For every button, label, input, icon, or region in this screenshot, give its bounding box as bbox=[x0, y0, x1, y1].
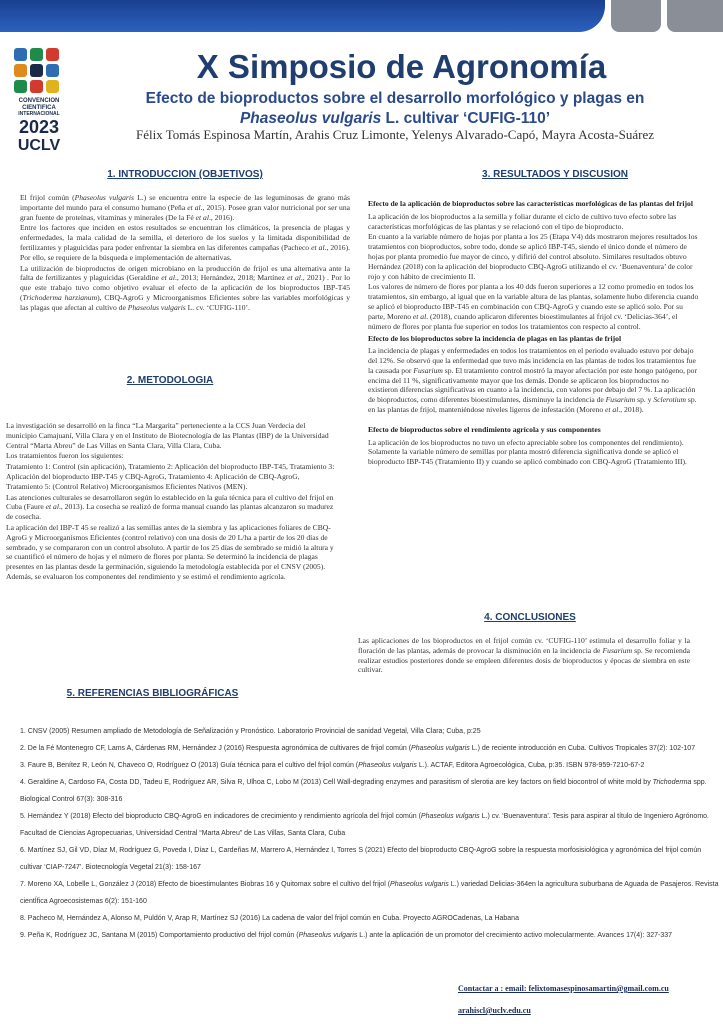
results-subheading-2: Efecto de los bioproductos sobre la incidencia de plagas en las plantas de frijol bbox=[368, 334, 622, 344]
logo-line1: CONVENCION bbox=[18, 98, 60, 104]
contact-email-2[interactable]: arahiscl@uclv.edu.cu bbox=[458, 1006, 531, 1015]
conclusions-paragraph: Las aplicaciones de los bioproductos en el frijol común cv. ‘CUFIG-110’ estimula el desarrollo foliar y la floración de las plantas, además de provocar la disminución en la incidencia de Fusarium sp. Se recomienda realizar estudios posteriores donde se empleen diferentes dosis de bioproductos y épocas de siembra en este cultivar. bbox=[358, 636, 691, 675]
intro-paragraph-2: Entre los factores que inciden en estos resultados se encuentran los climáticos, la presencia de plagas y enfermedades, la mala calidad de la semilla, el deterioro de los suelos y la limitada disponibilidad de fertilizantes y plaguicidas para poder enfrentar la siembra en las diferentes campañas (Pacheco et al., 2016). Por ello, se requiere de la búsqueda e implementación de alternativas. bbox=[20, 223, 350, 262]
intro-heading: 1. INTRODUCCION (OBJETIVOS) bbox=[107, 169, 263, 180]
logo-year: 2023 bbox=[18, 117, 60, 137]
reference-item: 4. Geraldine A, Cardoso FA, Costa DD, Tadeu E, Rodríguez AR, Silva R, Ulhoa C, Lobo M (2013) Cell Wall-degrading enzymes and parasitism of slerotia are key factors on field biocontrol of white mold by Trichoderma spp. Biological Control 67(3): 308-316 bbox=[20, 779, 707, 803]
contact-label: Contactar a : email: bbox=[458, 984, 529, 993]
reference-item: 6. Martínez SJ, Gil VD, Díaz M, Rodríguez G, Poveda I, Díaz L, Cardeñas M, Marrero A, Hernández I, Torres S (2021) Efecto del bioproducto CBQ-AgroG sobre la respuesta morfosisiológica y agronómica del frijol común cultivar ‘CIAP-7247’. Biotecnología Vegetal 21(3): 158-167 bbox=[20, 847, 702, 871]
intro-body bbox=[20, 193, 350, 314]
convention-logo bbox=[14, 48, 64, 156]
reference-item: 3. Faure B, Benítez R, León N, Chaveco O, Rodríguez O (2013) Guía técnica para el cultivo del frijol común (Phaseolus vulgaris L.). ACTAF, Editora Agroecológica, Cuba, p:35. ISBN 978-959-7210-67-2 bbox=[20, 762, 645, 769]
references-heading: 5. REFERENCIAS BIBLIOGRÁFICAS bbox=[66, 688, 239, 699]
contact-email-1[interactable]: felixtomasespinosamartin@gmail.com.cu bbox=[528, 984, 669, 993]
reference-item: 7. Moreno XA, Lobelle L, González J (2018) Efecto de bioestimulantes Biobras 16 y Quitomax sobre el cultivo del frijol (Phaseolus vulgaris L.) variedad Delicias-364en la agricultura suburbana de Aguada de Pasajeros. Revista cientÍfica Agroecosistemas 6(2): 151-160 bbox=[20, 881, 719, 905]
header-band-gray-1 bbox=[611, 0, 661, 32]
results-paragraph-5: La aplicación de los bioproductos no tuvo un efecto apreciable sobre los componentes del rendimiento). Solamente la variable número de semillas por planta mostró diferencia significativa donde se aplicó el bioproducto IBP-T45 (Tratamiento II) y cuando se aplicó combinado con CBQ-AgroG (Tratamiento III). bbox=[368, 437, 687, 467]
results-paragraph-2: En cuanto a la variable número de hojas por planta a los 25 (Etapa V4) dds mostraron mejores resultados los tratamientos con bioproductos, sobre todo, donde se aplicó IBP-T45, siendo el único donde el número de hojas por planta promedio fue mayor de cinco, y difirió del control absoluto. Similares resultados obtuvo Hernández (2018) con la aplicación del bioproducto CBQ-AgroG utilizando el cv. ‘Buenaventura’ de color rojo y con hábito de crecimiento II. bbox=[368, 232, 698, 281]
methods-paragraph-1: La investigación se desarrolló en la finca “La Margarita” perteneciente a la CCS Juan Verdecia del municipio Camajuaní, Villa Clara y en el Instituto de Biotecnología de las Plantas (IBP) de la Universidad Central “Marta Abreu” de Las Villas en Santa Clara, Villa Clara, Cuba. bbox=[6, 421, 329, 450]
reference-item: 8. Pacheco M, Hernández A, Alonso M, Puldón V, Arap R, Martínez SJ (2016) La cadena de valor del frijol común en Cuba. Proyecto AGROCadenas, La Habana bbox=[20, 915, 519, 922]
authors: Félix Tomás Espinosa Martín, Arahis Cruz Limonte, Yelenys Alvarado-Capó, Mayra Acosta-Suárez bbox=[135, 127, 655, 142]
results-subheading-3: Efecto de bioproductos sobre el rendimiento agrícola y sus componentes bbox=[368, 424, 601, 434]
conclusions-body bbox=[358, 636, 690, 676]
reference-item: 2. De la Fé Montenegro CF, Lams A, Cárdenas RM, Hernández J (2016) Respuesta agronómica de cultivares de frijol común (Phaseolus vulgaris L.) de reciente introducción en Cuba. Cultivos Tropicales 37(2): 102-107 bbox=[20, 745, 696, 752]
references-list bbox=[20, 723, 720, 944]
methods-paragraph-5: La aplicación del IBP-T 45 se realizó a las semillas antes de la siembra y las aplicaciones foliares de CBQ-AgroG y Microorganismos Eficientes (control relativo) con una dosis de 20 L/ha a partir de los 20 días de sembrado, y se compararon con un control absoluto. A partir de los 25 días de sembrado se midió la altura y se cuantificó el número de hojas y el número de flores por planta. Se determinó la incidencia de plagas presentes en las plantas desde la germinación, siguiendo la metodología establecida por el CNSV (2005). Además, se evaluaron los componentes del rendimiento y se estimó el rendimiento agrícola. bbox=[6, 522, 334, 581]
reference-item: 1. CNSV (2005) Resumen ampliado de Metodología de Señalización y Pronóstico. Laboratorio Provincial de sanidad Vegetal, Villa Clara; Cuba, p:25 bbox=[20, 728, 481, 735]
subtitle-line1: Efecto de bioproductos sobre el desarrollo morfológico y plagas en bbox=[145, 90, 645, 107]
results-paragraph-4: La incidencia de plagas y enfermedades en todos los tratamientos en el periodo evaluado estuvo por debajo del 12%. Se observó que la enfermedad que tuvo más incidencia en las plantas de todos los tratamientos fue la causada por Fusarium sp. El tratamiento control mostró la mayor afectación por este hongo patógeno, por encima del 11 %, significativamente mayor que los demás. Donde se aplicaron los bioproductos no existieron diferencias significativas en cuanto a la incidencia, con valores por debajo del 7 %. La aplicación de bioproductos, como diferentes bioestimulantes, disminuye la incidencia de Fusarium sp. y Sclerotium sp. en las plantas de frijol, manteniéndose niveles ligeros de infestación (Moreno et al., 2018). bbox=[368, 346, 697, 414]
logo-org: UCLV bbox=[17, 137, 61, 154]
header-band-blue bbox=[0, 0, 605, 32]
poster-subtitle bbox=[80, 89, 710, 129]
reference-item: 5. Hernández Y (2018) Efecto del bioproducto CBQ-AgroG en indicadores de crecimiento y rendimiento agrícola del frijol común (Phaseolus vulgaris L.) cv. ‘Buenaventura’. Tesis para aspirar al título de Ingeniero Agrónomo. Facultad de Ciencias Agropecuarias, Universidad Central “Marta Abreu” de Las Villas, Santa Clara, Cuba bbox=[20, 813, 709, 837]
methods-paragraph-3: Tratamiento 1: Control (sin aplicación), Tratamiento 2: Aplicación del bioproducto IBP-T45, Tratamiento 3: Aplicación del bioproducto IBP-T45 y CBQ-AgroG, Tratamiento 4: Aplicación de CBQ-AgroG, Tratamiento 5: (Control Relativo) Microorganismos Eficientes Nativos (MEN). bbox=[6, 462, 335, 491]
reference-item: 9. Peña K, Rodríguez JC, Santana M (2015) Comportamiento productivo del frijol común (Phaseolus vulgaris L.) ante la aplicación de un promotor del crecimiento activo molecularmente. Avances 17(4): 327-337 bbox=[20, 932, 673, 939]
logo-line2: CIENTIFICA bbox=[22, 105, 56, 111]
results-paragraph-1: La aplicación de los bioproductos a la semilla y foliar durante el ciclo de cultivo tuvo efecto sobre las características morfológicas de las plantas y se relacionó con el tipo de bioproducto. bbox=[368, 211, 677, 231]
methods-paragraph-4: Las atenciones culturales se desarrollaron según lo establecido en la guía técnica para el cultivo del frijol en Cuba (Faure et al., 2013). La cosecha se realizó de forma manual cuando las plantas alcanzaron su madurez de cosecha. bbox=[6, 492, 334, 522]
methods-paragraph-2: Los tratamientos fueron los siguientes: bbox=[6, 451, 124, 461]
conclusions-heading: 4. CONCLUSIONES bbox=[484, 612, 576, 623]
contact-line bbox=[458, 984, 669, 993]
intro-paragraph-1: El frijol común (Phaseolus vulgaris L.) se encuentra entre la especie de las leguminosas de grano más importante del mundo para el consumo humano (Peña et al., 2015). Posee gran valor nutricional por ser una gran fuente de proteínas, vitaminas y minerales (De la Fé et al., 2016). bbox=[20, 193, 351, 222]
results-subheading-1: Efecto de la aplicación de bioproductos sobre las características morfológicas de las plantas del frijol bbox=[368, 199, 693, 208]
logo-line3: INTERNACIONAL bbox=[18, 111, 60, 117]
results-heading: 3. RESULTADOS Y DISCUSION bbox=[482, 169, 628, 180]
header-band-gray-2 bbox=[667, 0, 723, 32]
subtitle-species: Phaseolus vulgaris bbox=[239, 110, 382, 127]
subtitle-cultivar: L. cultivar ‘CUFIG-110’ bbox=[381, 110, 551, 127]
methods-heading: 2. METODOLOGIA bbox=[126, 375, 214, 386]
methods-body bbox=[6, 421, 336, 583]
results-body bbox=[368, 199, 700, 468]
results-paragraph-3: Los valores de número de flores por planta a los 40 dds fueron superiores a 12 como promedio en todos los tratamientos, sin embargo, al igual que en la variable altura de las plantas, solamente hubo diferencia cuando se aplicó el bioproducto IBP-T45 en combinación con CBQ-AgroG y cuando este se aplicó solo. Por su parte, Moreno et al. (2018), cuando aplicaron diferentes bioestimulantes al frijol cv. ‘Delicias-364’, el número de flores por planta fue superior en todos los tratamientos con respecto al control. bbox=[368, 282, 699, 331]
poster-title: X Simposio de Agronomía bbox=[196, 48, 607, 85]
intro-paragraph-3: La utilización de bioproductos de origen microbiano en la producción de frijol es una alternativa ante la falta de fertilizantes y plaguicidas (Geraldine et al., 2013; Hernández, 2018; Martínez et al., 2021) . Por lo que este trabajo tuvo como objetivo evaluar el efecto de la aplicación de los bioproductos IBP-T45 (Trichoderma harzianum), CBQ-AgroG y Microorganismos Eficientes sobre las variables morfológicas y las plagas que afectan al cultivo de Phaseolus vulgaris L. cv. ‘CUFIG-110’. bbox=[20, 263, 350, 312]
